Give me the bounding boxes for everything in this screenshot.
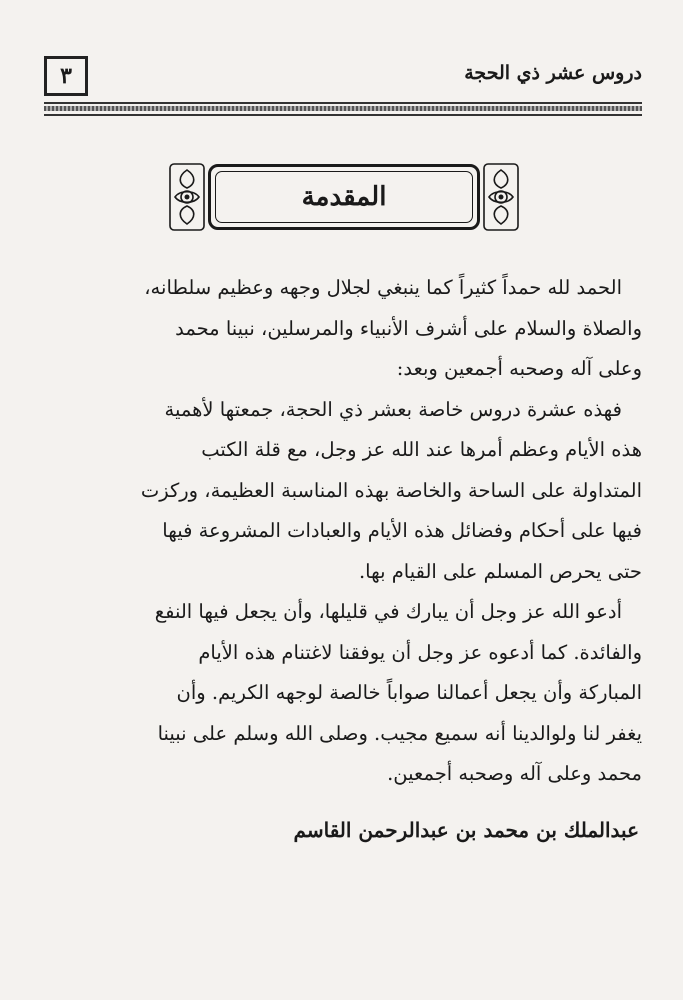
page-number: ٣ bbox=[60, 63, 72, 89]
text-line: هذه الأيام وعظم أمرها عند الله عز وجل، مع قلة الكتب bbox=[201, 438, 642, 461]
ornament-right-icon bbox=[482, 162, 520, 232]
ornament-left-icon bbox=[168, 162, 206, 232]
section-title-frame bbox=[168, 160, 520, 236]
body-text bbox=[44, 268, 642, 795]
text-line: والفائدة. كما أدعوه عز وجل أن يوفقنا لاغتنام هذه الأيام bbox=[198, 640, 642, 664]
section-title: المقدمة bbox=[301, 182, 387, 212]
text-line: محمد وعلى آله وصحبه أجمعين. bbox=[387, 762, 642, 785]
header-rule bbox=[44, 102, 642, 118]
text-line: يغفر لنا ولوالدينا أنه سميع مجيب. وصلى الله وسلم على نبينا bbox=[157, 721, 642, 745]
text-line: الحمد لله حمداً كثيراً كما ينبغي لجلال وجهه وعظيم سلطانه، bbox=[144, 276, 622, 299]
text-line: المتداولة على الساحة والخاصة بهذه المناسبة العظيمة، وركزت bbox=[140, 478, 642, 502]
paragraph-2 bbox=[44, 390, 642, 593]
running-title: دروس عشر ذي الحجة bbox=[464, 62, 642, 84]
text-line: فيها على أحكام وفضائل هذه الأيام والعبادات المشروعة فيها bbox=[162, 519, 642, 542]
paragraph-1 bbox=[44, 268, 642, 390]
text-line: فهذه عشرة دروس خاصة بعشر ذي الحجة، جمعتها لأهمية bbox=[164, 397, 622, 421]
text-line: حتى يحرص المسلم على القيام بها. bbox=[358, 559, 642, 583]
text-line: أدعو الله عز وجل أن يبارك في قليلها، وأن يجعل فيها النفع bbox=[154, 600, 622, 623]
paragraph-3 bbox=[44, 592, 642, 795]
author-signature: عبدالملك بن محمد بن عبدالرحمن القاسم bbox=[293, 818, 639, 842]
text-line: وعلى آله وصحبه أجمعين وبعد: bbox=[396, 357, 642, 380]
text-line: والصلاة والسلام على أشرف الأنبياء والمرسلين، نبينا محمد bbox=[175, 316, 642, 340]
text-line: المباركة وأن يجعل أعمالنا صواباً خالصة لوجهه الكريم. وأن bbox=[176, 681, 642, 704]
page-number-box bbox=[44, 56, 88, 96]
section-title-box bbox=[208, 164, 480, 230]
